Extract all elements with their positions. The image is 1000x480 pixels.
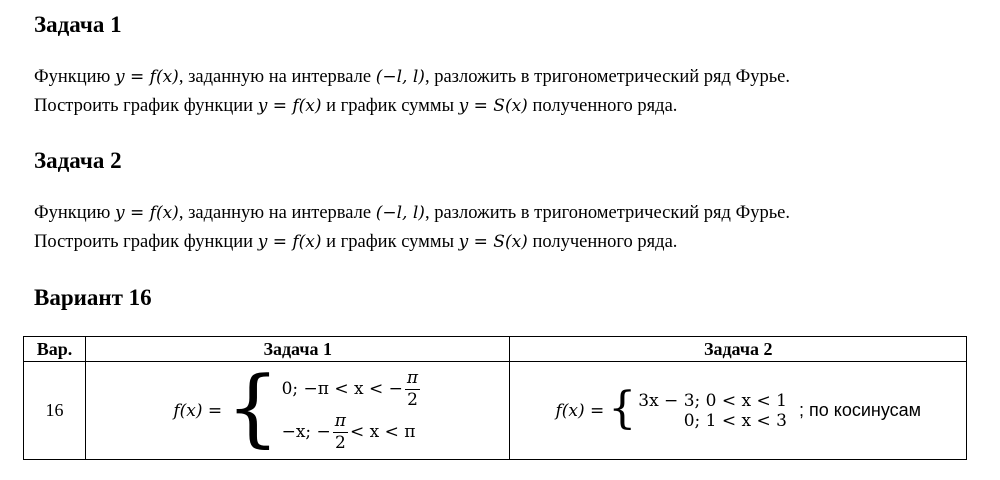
math: y = S(x): [458, 96, 528, 116]
text: полученного ряда.: [527, 232, 678, 252]
text: , разложить в тригонометрический ряд Фурье.: [424, 203, 790, 223]
cosine-note: ; по косинусам: [798, 400, 922, 420]
text: Функцию: [34, 67, 116, 87]
task1-line1: [34, 63, 790, 92]
text: Функцию: [34, 203, 116, 223]
math: (−l, l): [375, 203, 425, 223]
math: y = S(x): [458, 232, 528, 252]
case-2-tail: < x < π: [349, 422, 416, 442]
fraction-denominator: 2: [407, 389, 418, 410]
task2-paragraph: [34, 199, 790, 257]
variant-table: [23, 336, 967, 460]
text: , заданную на интервале: [178, 203, 376, 223]
text: , заданную на интервале: [178, 67, 376, 87]
task2-line2: [34, 228, 790, 257]
formula-lhs: f(x) =: [173, 400, 223, 421]
math: y = f(x): [257, 232, 322, 252]
math: (−l, l): [375, 67, 425, 87]
table-header-row: [24, 337, 967, 362]
text: полученного ряда.: [527, 96, 678, 116]
formula-cases: [281, 367, 423, 453]
variant-heading: Вариант 16: [34, 285, 152, 310]
case-1: 3x − 3; 0 < x < 1: [638, 390, 787, 411]
table-row: [24, 362, 967, 460]
fraction-numerator: π: [406, 367, 419, 388]
header-task2: Задача 2: [510, 337, 967, 362]
task1-line2: [34, 92, 790, 121]
case-2-text: −x; −: [281, 422, 331, 442]
fraction: [405, 367, 420, 410]
cell-task2-formula: [510, 362, 967, 460]
header-task1: Задача 1: [85, 337, 510, 362]
fraction-numerator: π: [334, 410, 346, 431]
case-1: [281, 367, 423, 410]
text: Построить график функции: [34, 96, 258, 116]
text: Построить график функции: [34, 232, 258, 252]
formula-cases: [638, 391, 787, 431]
task1-paragraph: [34, 63, 790, 121]
cell-var: 16: [24, 362, 86, 460]
left-brace: {: [226, 357, 280, 456]
task2-line1: [34, 199, 790, 228]
text: , разложить в тригонометрический ряд Фурье.: [424, 67, 790, 87]
left-brace: {: [608, 382, 637, 434]
header-var: Вар.: [24, 337, 86, 362]
task2-formula: [555, 382, 922, 435]
text: и график суммы: [321, 96, 459, 116]
cell-task1-formula: [85, 357, 510, 460]
case-2: [281, 410, 423, 453]
math: y = f(x): [115, 67, 179, 87]
case-2: 0; 1 < x < 3: [683, 410, 787, 431]
task1-formula: [173, 357, 422, 457]
task2-heading: Задача 2: [34, 148, 122, 173]
math: y = f(x): [257, 96, 322, 116]
case-1-text: 0; −π < x < −: [281, 379, 403, 399]
task1-heading: Задача 1: [34, 12, 122, 37]
fraction: [333, 410, 348, 453]
formula-lhs: f(x) =: [555, 400, 605, 421]
fraction-denominator: 2: [334, 432, 346, 453]
math: y = f(x): [115, 203, 179, 223]
text: и график суммы: [321, 232, 459, 252]
